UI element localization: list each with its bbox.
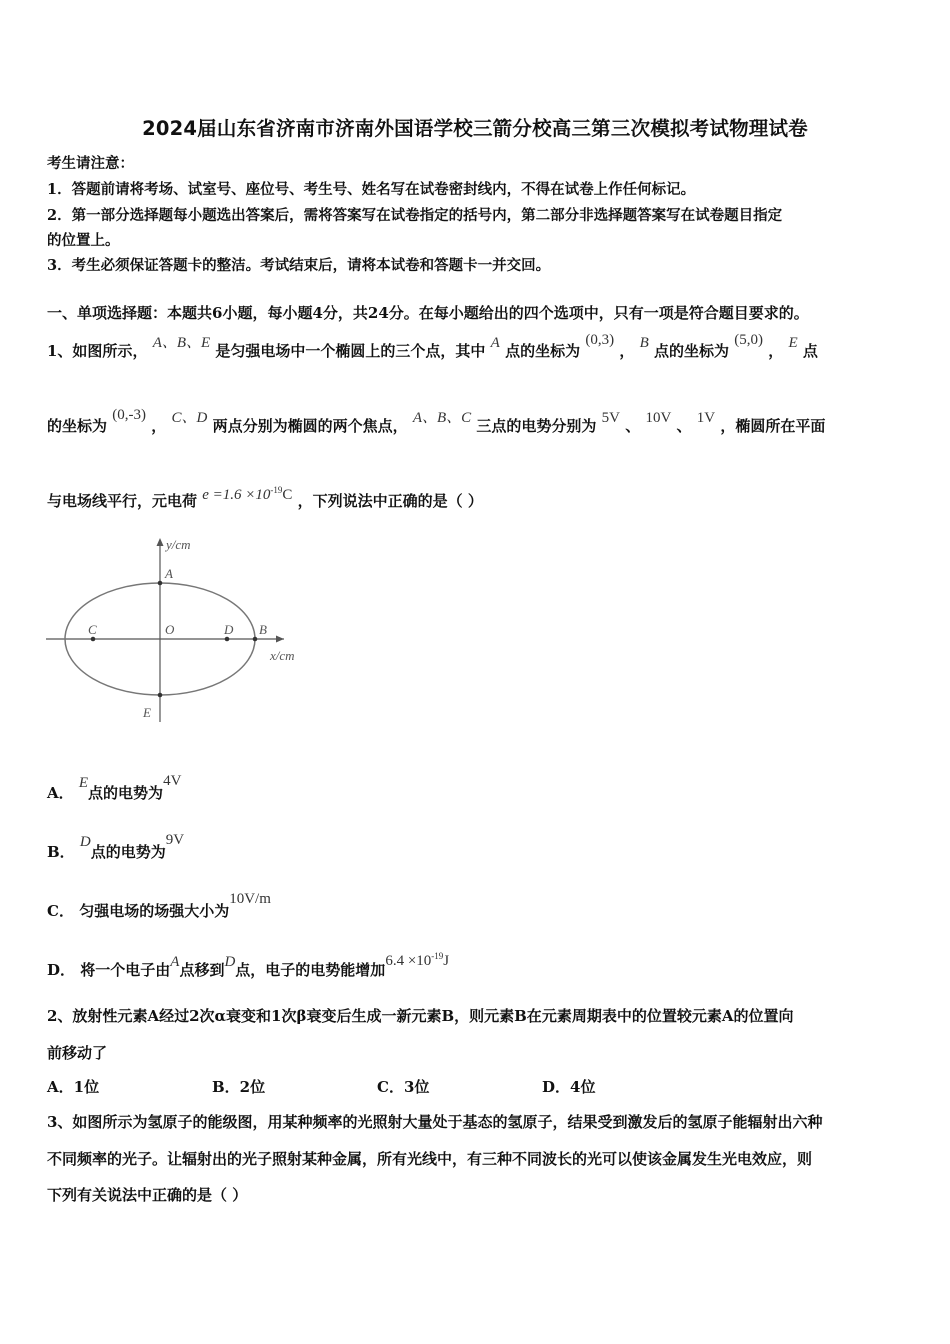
label-a: A — [165, 566, 173, 581]
point-c — [91, 637, 96, 642]
point-d — [225, 637, 230, 642]
notice-item-3: 3．考生必须保证答题卡的整洁。考试结束后，请将本试卷和答题卡一并交回。 — [47, 257, 551, 274]
point-e — [158, 693, 163, 698]
label-o: O — [165, 622, 175, 637]
q3-line-2: 不同频率的光子。让辐射出的光子照射某种金属，所有光线中，有三种不同波长的光可以使该金属发生光电效应，则 — [47, 1150, 813, 1168]
notice-heading: 考生请注意： — [47, 155, 134, 172]
y-axis-arrow — [157, 538, 164, 546]
label-c: C — [88, 622, 97, 637]
label-b: B — [259, 622, 267, 637]
point-b — [253, 637, 258, 642]
q2-option-c[interactable]: C．3位 — [377, 1078, 430, 1096]
q2-option-b[interactable]: B．2位 — [212, 1078, 266, 1096]
q2-line-1: 2、放射性元素A经过2次α衰变和1次β衰变后生成一新元素B，则元素B在元素周期表中的位置较元素A的位置向 — [47, 1007, 794, 1025]
q3-line-1: 3、如图所示为氢原子的能级图，用某种频率的光照射大量处于基态的氢原子，结果受到激发后的氢原子能辐射出六种 — [47, 1113, 823, 1131]
q1-option-a[interactable]: A． E点的电势为4V — [47, 773, 182, 802]
q1-line-2: 的坐标为 (0,-3) ， C、D 两点分别为椭圆的两个焦点， A、B、C 三点的电势分别为 5V 、 10V 、 1V ，椭圆所在平面 — [47, 407, 826, 435]
q1-option-b[interactable]: B． D点的电势为9V — [47, 832, 185, 861]
q2-option-a[interactable]: A．1位 — [47, 1078, 100, 1096]
y-axis-label: y/cm — [166, 537, 191, 552]
q1-line-3: 与电场线平行，元电荷 $e =1.6 \times 10^{-19}C$ ，下列说法中正确的是（ ） — [47, 485, 483, 510]
notice-item-1: 1．答题前请将考场、试室号、座位号、考生号、姓名写在试卷密封线内，不得在试卷上作任何标记。 — [47, 181, 696, 198]
q1-option-c[interactable]: C． 匀强电场的场强大小为10V/m — [47, 891, 271, 920]
x-axis-label: x/cm — [270, 648, 295, 663]
x-axis-arrow — [276, 636, 284, 643]
q2-option-d[interactable]: D．4位 — [542, 1078, 596, 1096]
page-title: 2024届山东省济南市济南外国语学校三箭分校高三第三次模拟考试物理试卷 — [142, 117, 808, 140]
q3-line-3: 下列有关说法中正确的是（ ） — [47, 1186, 248, 1204]
q1-option-d[interactable]: D． 将一个电子由A点移到D点，电子的电势能增加$6.4 \times 10^{-19}J$ — [47, 951, 450, 979]
ellipse-figure — [40, 532, 320, 727]
q2-line-2: 前移动了 — [47, 1044, 108, 1062]
label-d: D — [224, 622, 234, 637]
point-a — [158, 581, 163, 586]
q1-line-1: 1、如图所示， A、B、E 是匀强电场中一个椭圆上的三个点，其中 A 点的坐标为 (0,3) ， B 点的坐标为 (5,0) ， E 点 — [47, 332, 818, 360]
notice-item-2-cont: 的位置上。 — [47, 232, 120, 249]
label-e: E — [143, 705, 151, 720]
notice-item-2: 2．第一部分选择题每小题选出答案后，需将答案写在试卷指定的括号内，第二部分非选择题答案写在试卷题目指定 — [47, 207, 783, 224]
section-heading: 一、单项选择题：本题共6小题，每小题4分，共24分。在每小题给出的四个选项中，只有一项是符合题目要求的。 — [47, 304, 809, 322]
